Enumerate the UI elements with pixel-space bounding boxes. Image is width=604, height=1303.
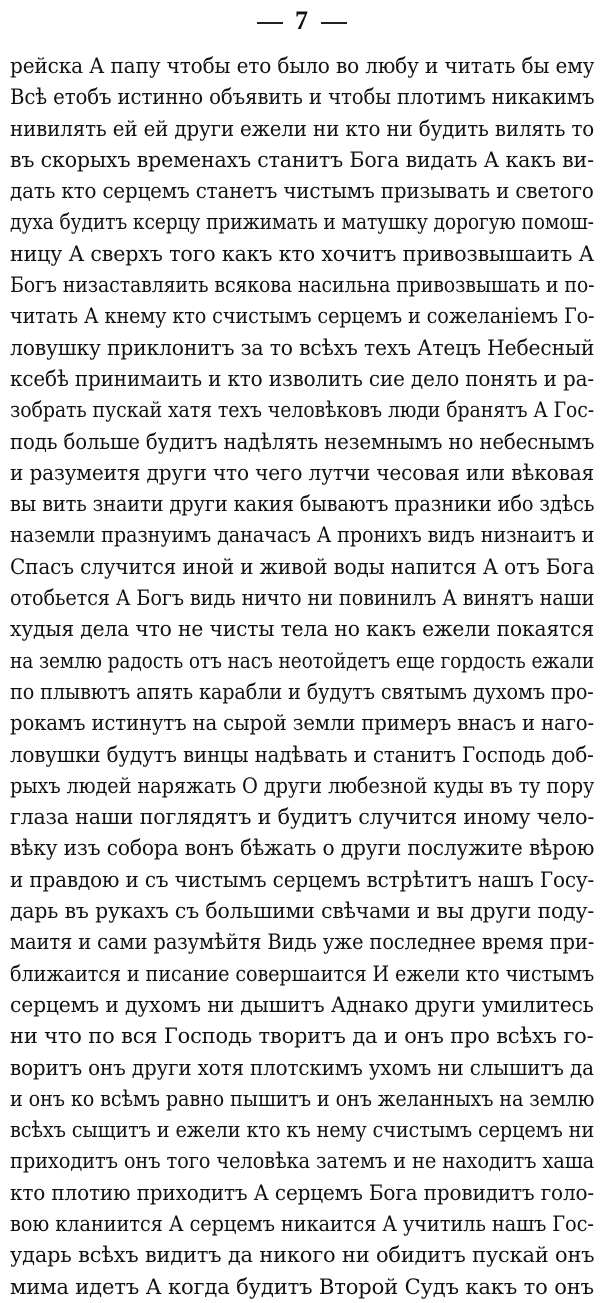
- text-line: вы вить знаити други какия бываютъ празники ибо здѣсь: [10, 492, 595, 518]
- text-line: Богъ низаставляить всякова насильна привозвышать и по-: [10, 273, 595, 299]
- text-line: воритъ онъ други хотя плотскимъ ухомъ ни слышитъ да: [10, 1055, 594, 1081]
- body-text: [10, 51, 594, 1303]
- text-line: подь больше будитъ надѣлять неземнымъ но небеснымъ: [10, 429, 594, 455]
- page-header: [0, 4, 604, 38]
- text-line: нивилять ей ей други ежели ни кто ни будить вилять то: [10, 116, 594, 142]
- text-line: ударь всѣхъ видитъ да никого ни обидитъ пускай онъ: [10, 1243, 595, 1269]
- text-line: и разумеитя други что чего лутчи чесовая или вѣковая: [10, 460, 595, 486]
- header-right-dash: [321, 22, 347, 24]
- text-line: отобьется А Богъ видь ничто ни повинилъ А винятъ наши: [10, 586, 595, 612]
- text-line: ближаится и писание совершаится И ежели кто чистымъ: [10, 961, 594, 987]
- text-line: зобрать пускай хатя техъ человѣковъ люди бранятъ А Гос-: [10, 398, 594, 424]
- text-line: Всѣ етобъ истинно объявить и чтобы плотимъ никакимъ: [10, 85, 594, 111]
- text-line: рыхъ людей наряжать О други любезной куды въ ту пору: [10, 773, 595, 799]
- text-line: наземли празнуимъ даначасъ А пронихъ видъ низнаитъ и: [10, 523, 594, 549]
- text-line: читать А кнему кто счистымъ серцемъ и сожеланіемъ Го-: [10, 304, 594, 330]
- text-line: по плывютъ апять карабли и будутъ святымъ духомъ про-: [10, 679, 594, 705]
- text-line: и онъ ко всѣмъ равно пышитъ и онъ желанныхъ на землю: [10, 1086, 594, 1112]
- header-left-dash: [257, 22, 283, 24]
- text-line: ни что по вся Господь творитъ да и онъ про всѣхъ го-: [10, 1024, 594, 1050]
- text-line: всѣхъ сыщитъ и ежели кто къ нему счистымъ серцемъ ни: [10, 1118, 595, 1144]
- text-line: кто плотию приходитъ А серцемъ Бога провидитъ голо-: [10, 1180, 594, 1206]
- text-line: ловушки будутъ винцы надѣвать и станитъ Господь доб-: [10, 742, 594, 768]
- text-line: рейска А папу чтобы ето было во любу и читать бы ему: [10, 54, 595, 79]
- text-line: и правдою и съ чистымъ серцемъ встрѣтитъ нашъ Госу-: [10, 867, 595, 893]
- text-line: дать кто серцемъ станетъ чистымъ призывать и светого: [10, 179, 594, 205]
- text-line: приходитъ онъ того человѣка затемъ и не находитъ хаша: [10, 1149, 594, 1175]
- text-line: вѣку изъ собора вонъ бѣжать о други послужите вѣрою: [10, 836, 594, 862]
- text-line: ловушку приклонитъ за то всѣхъ техъ Атецъ Небесный: [10, 335, 595, 361]
- text-line: въ скорыхъ временахъ станитъ Бога видать А какъ ви-: [10, 147, 594, 173]
- text-line: вою кланиится А серцемъ никаится А учитиль нашъ Гос-: [10, 1211, 594, 1237]
- text-line: ницу А сверхъ того какъ кто хочитъ привозвышаить А: [10, 241, 595, 267]
- page-number: 7: [295, 6, 309, 35]
- text-line: Спасъ случится иной и живой воды напится А отъ Бога: [10, 554, 595, 580]
- text-line: худыя дела что не чисты тела но какъ ежели покаятся: [10, 617, 594, 643]
- text-line: дарь въ рукахъ съ большими свѣчами и вы други поду-: [10, 899, 595, 925]
- text-line: духа будитъ ксерцу прижимать и матушку дорогую помош-: [10, 210, 594, 236]
- text-line: мима идетъ А когда будитъ Второй Судъ какъ то онъ: [10, 1274, 594, 1300]
- text-line: рокамъ истинутъ на сырой земли примеръ внасъ и наго-: [10, 711, 594, 737]
- text-line: глаза наши поглядятъ и будитъ случится иному чело-: [10, 805, 594, 831]
- text-line: маитя и сами разумѣйтя Видь уже последнее время при-: [10, 930, 594, 956]
- text-line: серцемъ и духомъ ни дышитъ Аднако други умилитесь: [10, 992, 594, 1018]
- text-line: ксебѣ принимаить и кто изволить сие дело понять и ра-: [10, 366, 594, 392]
- text-line: на землю радость отъ насъ неотойдетъ еще гордость ежали: [10, 648, 595, 674]
